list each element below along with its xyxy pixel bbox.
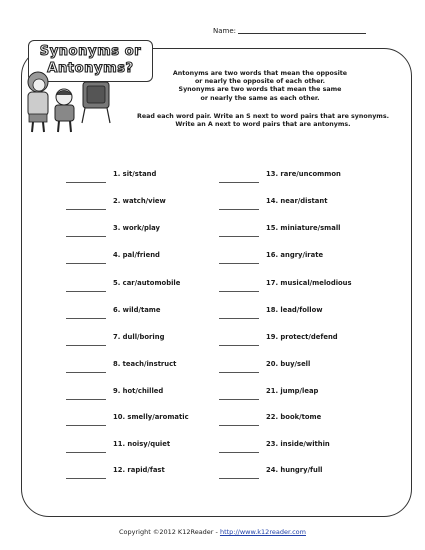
word-pair-label: 12. rapid/fast: [113, 466, 165, 474]
intro-line-1: Antonyms are two words that mean the opposite: [172, 70, 348, 77]
instructions-line-1: Read each word pair. Write an S next to word pairs that are synonyms.: [136, 113, 390, 120]
clipart-children-tv: [15, 68, 115, 134]
answer-blank: [219, 452, 259, 453]
answer-blank: [66, 182, 106, 183]
answer-blank: [66, 263, 106, 264]
word-pair-label: 19. protect/defend: [266, 333, 338, 341]
instructions: [118, 113, 408, 129]
instructions-line-2: Write an A next to word pairs that are antonyms.: [175, 121, 351, 129]
word-pair-label: 7. dull/boring: [113, 333, 165, 341]
answer-blank: [219, 425, 259, 426]
word-pair-label: 14. near/distant: [266, 197, 328, 205]
word-pair-label: 3. work/play: [113, 224, 160, 232]
word-pair-label: 10. smelly/aromatic: [113, 413, 189, 421]
name-line: [238, 33, 366, 34]
word-pair-label: 23. inside/within: [266, 440, 330, 448]
word-pair-label: 13. rare/uncommon: [266, 170, 341, 178]
answer-blank: [219, 318, 259, 319]
answer-blank: [219, 291, 259, 292]
answer-blank: [66, 236, 106, 237]
intro-line-3: Synonyms are two words that mean the same: [178, 86, 342, 94]
title-line-2: Antonyms?: [47, 61, 134, 76]
copyright-text: Copyright ©2012 K12Reader -: [119, 528, 220, 536]
word-pair-label: 18. lead/follow: [266, 306, 323, 314]
answer-blank: [66, 318, 106, 319]
word-pair-label: 17. musical/melodious: [266, 279, 352, 287]
answer-blank: [219, 345, 259, 346]
word-pair-label: 5. car/automobile: [113, 279, 181, 287]
word-pair-label: 6. wild/tame: [113, 306, 161, 314]
answer-blank: [66, 478, 106, 479]
word-pair-label: 11. noisy/quiet: [113, 440, 171, 448]
answer-blank: [219, 236, 259, 237]
answer-blank: [219, 372, 259, 373]
answer-blank: [219, 478, 259, 479]
intro-line-4: or nearly the same as each other.: [200, 94, 320, 102]
answer-blank: [66, 209, 106, 210]
answer-blank: [219, 263, 259, 264]
name-field: [213, 27, 366, 35]
word-pair-label: 21. jump/leap: [266, 387, 319, 395]
answer-blank: [66, 372, 106, 373]
answer-blank: [219, 399, 259, 400]
name-label: Name:: [213, 27, 237, 35]
word-pair-label: 20. buy/sell: [266, 360, 311, 368]
answer-blank: [66, 452, 106, 453]
word-pair-label: 1. sit/stand: [113, 170, 157, 178]
website-link[interactable]: http://www.k12reader.com: [219, 528, 306, 536]
word-pair-label: 4. pal/friend: [113, 251, 160, 259]
answer-blank: [219, 182, 259, 183]
answer-blank: [66, 291, 106, 292]
intro-text: [155, 70, 365, 103]
answer-blank: [219, 209, 259, 210]
answer-blank: [66, 399, 106, 400]
answer-blank: [66, 345, 106, 346]
word-pair-label: 15. miniature/small: [266, 224, 341, 232]
title-line-1: Synonyms or: [39, 44, 142, 59]
word-pair-label: 2. watch/view: [113, 197, 166, 205]
word-pair-label: 24. hungry/full: [266, 466, 323, 474]
intro-line-2: or nearly the opposite of each other.: [194, 78, 326, 86]
word-pair-label: 16. angry/irate: [266, 251, 324, 259]
answer-blank: [66, 425, 106, 426]
word-pair-label: 8. teach/instruct: [113, 360, 177, 368]
word-pair-label: 22. book/tome: [266, 413, 322, 421]
footer: [0, 528, 425, 536]
word-pair-label: 9. hot/chilled: [113, 387, 164, 395]
